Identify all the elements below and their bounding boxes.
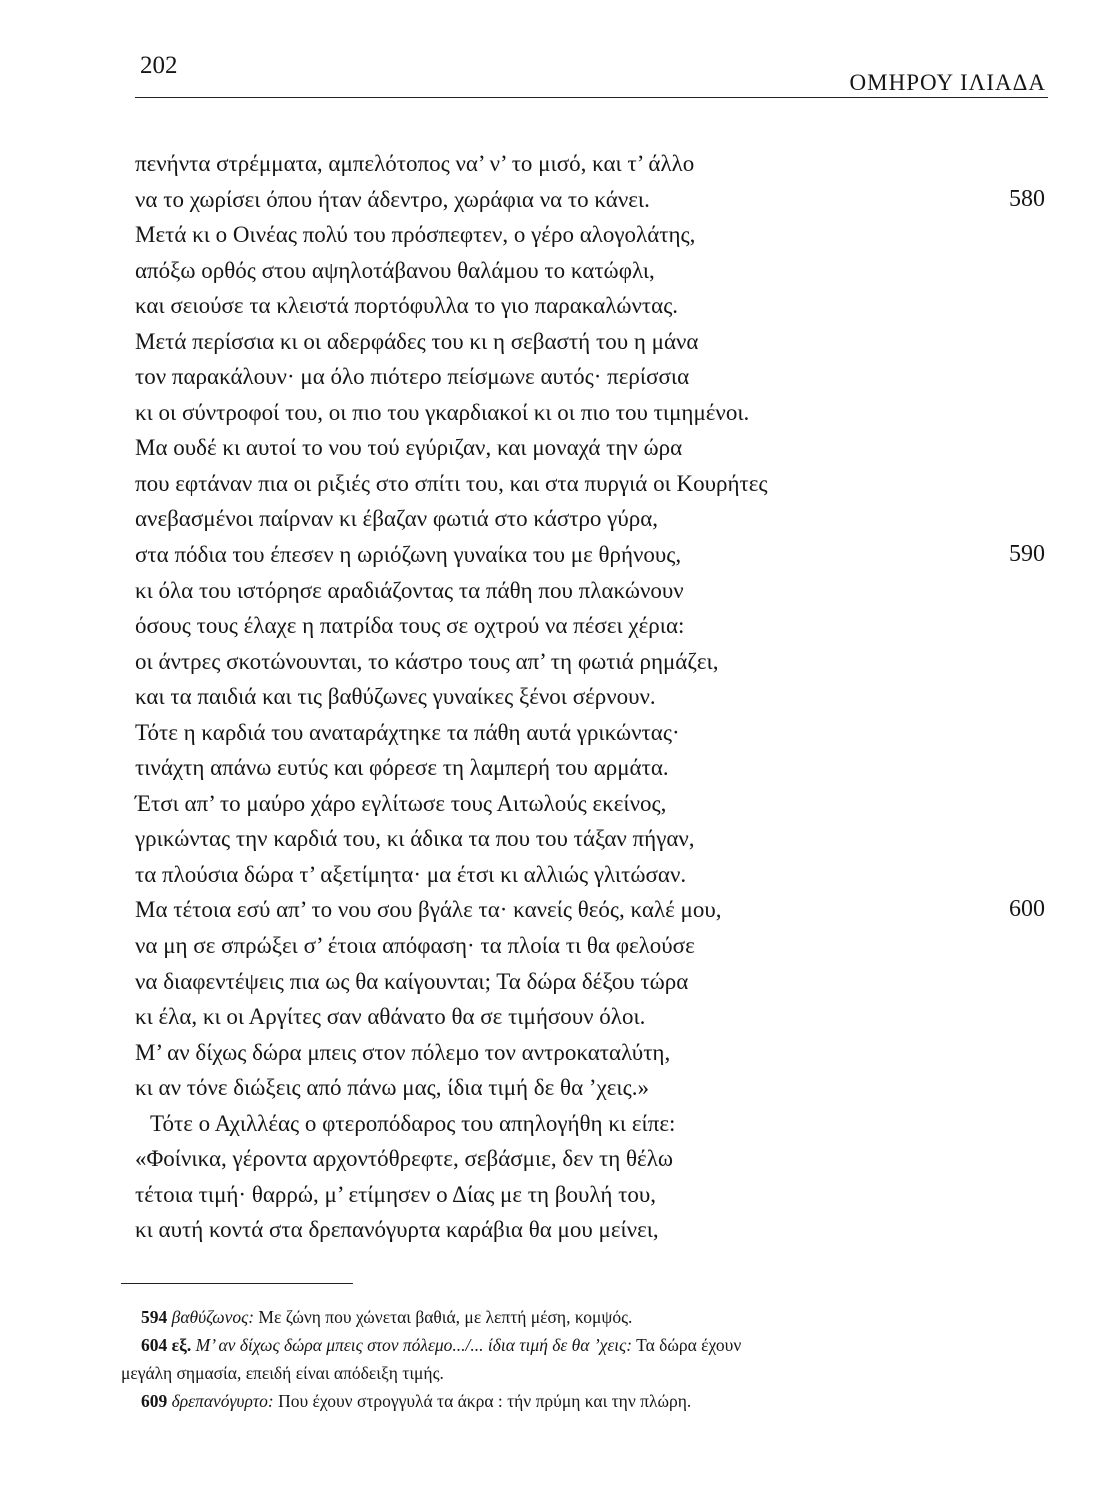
verse-line — [135, 182, 1045, 218]
verse-line-text: Μα τέτοια εσύ απ’ το νου σου βγάλε τα· κανείς θεός, καλέ μου, — [135, 897, 722, 923]
footnote — [121, 1303, 1041, 1331]
verse-line-text: Τότε η καρδιά του αναταράχτηκε τα πάθη αυτά γρικώντας· — [135, 719, 680, 745]
running-head: ΟΜΗΡΟΥ ΙΛΙΑΔΑ — [849, 70, 1046, 95]
verse-line — [135, 679, 1045, 715]
verse-line — [135, 999, 1045, 1035]
page-number: 202 — [140, 52, 178, 79]
verse-line-text: απόξω ορθός στου αψηλοτάβανου θαλάμου το κατώφλι, — [135, 257, 655, 283]
verse-line-text: κι οι σύντροφοί του, οι πιο του γκαρδιακοί κι οι πιο του τιμημένοι. — [135, 399, 750, 425]
verse-line-text: Μετά περίσσια κι οι αδερφάδες του κι η σεβαστή του η μάνα — [135, 328, 699, 354]
verse-line — [135, 715, 1045, 751]
verse-line-text: τα πλούσια δώρα τ’ αξετίμητα· μα έτσι κι αλλιώς γλιτώσαν. — [135, 861, 687, 887]
verse-line-text: κι αυτή κοντά στα δρεπανόγυρτα καράβια θα μου μείνει, — [135, 1217, 659, 1243]
verse-line-text: στα πόδια του έπεσεν η ωριόζωνη γυναίκα του με θρήνους, — [135, 542, 682, 568]
footnote-term: Μ’ αν δίχως δώρα μπεις στον πόλεμο.../... ίδια τιμή δε θα ’χεις: — [195, 1335, 633, 1355]
line-number: 590 — [1009, 541, 1045, 568]
verse-line-text: Μα ουδέ κι αυτοί το νου τού εγύριζαν, και μοναχά την ώρα — [135, 435, 683, 461]
verse-line — [135, 821, 1045, 857]
verse-line-text: Μ’ αν δίχως δώρα μπεις στον πόλεμο τον αντροκαταλύτη, — [135, 1039, 671, 1065]
verse-line — [135, 892, 1045, 928]
verse-line-text: να το χωρίσει όπου ήταν άδεντρο, χωράφια να το κάνει. — [135, 186, 650, 212]
verse-line-text: οι άντρες σκοτώνουνται, το κάστρο τους απ’ τη φωτιά ρημάζει, — [135, 648, 719, 674]
verse-line — [135, 786, 1045, 822]
verse-line-text: και τα παιδιά και τις βαθύζωνες γυναίκες ξένοι σέρνουν. — [135, 684, 656, 710]
footnote-ref: 604 εξ. — [141, 1335, 192, 1355]
verse-line — [135, 537, 1045, 573]
verse-line — [135, 608, 1045, 644]
verse-line — [135, 644, 1045, 680]
footnote — [121, 1387, 1041, 1415]
verse-line — [135, 430, 1045, 466]
footnote-ref: 594 — [141, 1307, 168, 1327]
footnotes — [121, 1303, 1041, 1415]
verse-line-text: «Φοίνικα, γέροντα αρχοντόθρεφτε, σεβάσμιε, δεν τη θέλω — [135, 1146, 673, 1172]
verse-line-text: τον παρακάλουν· μα όλο πιότερο πείσμωνε αυτός· περίσσια — [135, 364, 690, 390]
verse-line-text: κι έλα, κι οι Αργίτες σαν αθάνατο θα σε τιμήσουν όλοι. — [135, 1004, 646, 1030]
verse-line-text: γρικώντας την καρδιά του, κι άδικα τα που του τάξαν πήγαν, — [135, 826, 695, 852]
verse-line — [135, 288, 1045, 324]
verse-line-text: τέτοια τιμή· θαρρώ, μ’ ετίμησεν ο Δίας με τη βουλή του, — [135, 1181, 657, 1207]
verse-line — [135, 253, 1045, 289]
verse-line-text: Τότε ο Αχιλλέας ο φτεροπόδαρος του απηλογήθη κι είπε: — [150, 1110, 676, 1136]
verse-line — [135, 750, 1045, 786]
verse-line — [135, 146, 1045, 182]
verse-line — [135, 964, 1045, 1000]
footnote-ref: 609 — [141, 1391, 168, 1411]
verse-line-text: Μετά κι ο Οινέας πολύ του πρόσπεφτεν, ο γέρο αλογολάτης, — [135, 222, 696, 248]
footnote — [121, 1331, 1041, 1359]
footnote-term: δρεπανόγυρτο: — [171, 1391, 274, 1411]
verse-line-text: Έτσι απ’ το μαύρο χάρο εγλίτωσε τους Αιτωλούς εκείνος, — [135, 790, 667, 816]
verse-line — [135, 928, 1045, 964]
line-number: 600 — [1009, 896, 1045, 923]
verse-line — [135, 1106, 1045, 1142]
verse-line-text: κι όλα του ιστόρησε αραδιάζοντας τα πάθη που πλακώνουν — [135, 577, 684, 603]
verse-line — [135, 324, 1045, 360]
verse-line — [135, 395, 1045, 431]
verse-line — [135, 501, 1045, 537]
footnote-rule — [121, 1283, 353, 1284]
verse-line-text: να διαφεντέψεις πια ως θα καίγουνται; Τα δώρα δέξου τώρα — [135, 968, 689, 994]
line-number: 580 — [1009, 185, 1045, 212]
footnote-text: Που έχουν στρογγυλά τα άκρα : τήν πρύμη και την πλώρη. — [278, 1391, 692, 1411]
verse-line-text: πενήντα στρέμματα, αμπελότοπος να’ ν’ το μισό, και τ’ άλλο — [135, 151, 695, 176]
verse-line — [135, 1177, 1045, 1213]
verse-block — [135, 146, 1045, 1248]
verse-line-text: τινάχτη απάνω ευτύς και φόρεσε τη λαμπερή του αρμάτα. — [135, 755, 669, 781]
verse-line — [135, 1141, 1045, 1177]
verse-line-text: και σειούσε τα κλειστά πορτόφυλλα το γιο παρακαλώντας. — [135, 293, 679, 319]
verse-line-text: όσους τους έλαχε η πατρίδα τους σε οχτρού να πέσει χέρια: — [135, 613, 685, 639]
header-rule — [135, 97, 1048, 98]
footnote-term: βαθύζωνος: — [171, 1307, 255, 1327]
verse-line — [135, 466, 1045, 502]
verse-line — [135, 573, 1045, 609]
verse-line — [135, 1070, 1045, 1106]
footnote-text: Τα δώρα έχουν — [636, 1335, 742, 1355]
verse-line — [135, 857, 1045, 893]
verse-line — [135, 1212, 1045, 1248]
verse-line-text: ανεβασμένοι παίρναν κι έβαζαν φωτιά στο κάστρο γύρα, — [135, 506, 659, 532]
verse-line-text: κι αν τόνε διώξεις από πάνω μας, ίδια τιμή δε θα ’χεις.» — [135, 1075, 649, 1101]
verse-line-text: να μη σε σπρώξει σ’ έτοια απόφαση· τα πλοία τι θα φελούσε — [135, 933, 695, 959]
verse-line-text: που εφτάναν πια οι ριξιές στο σπίτι του, και στα πυργιά οι Κουρήτες — [135, 470, 768, 496]
verse-line — [135, 217, 1045, 253]
footnote-continuation: μεγάλη σημασία, επειδή είναι απόδειξη τιμής. — [121, 1363, 444, 1383]
footnote-text: Με ζώνη που χώνεται βαθιά, με λεπτή μέση, κομψός. — [258, 1307, 633, 1327]
verse-line — [135, 359, 1045, 395]
verse-line — [135, 1035, 1045, 1071]
